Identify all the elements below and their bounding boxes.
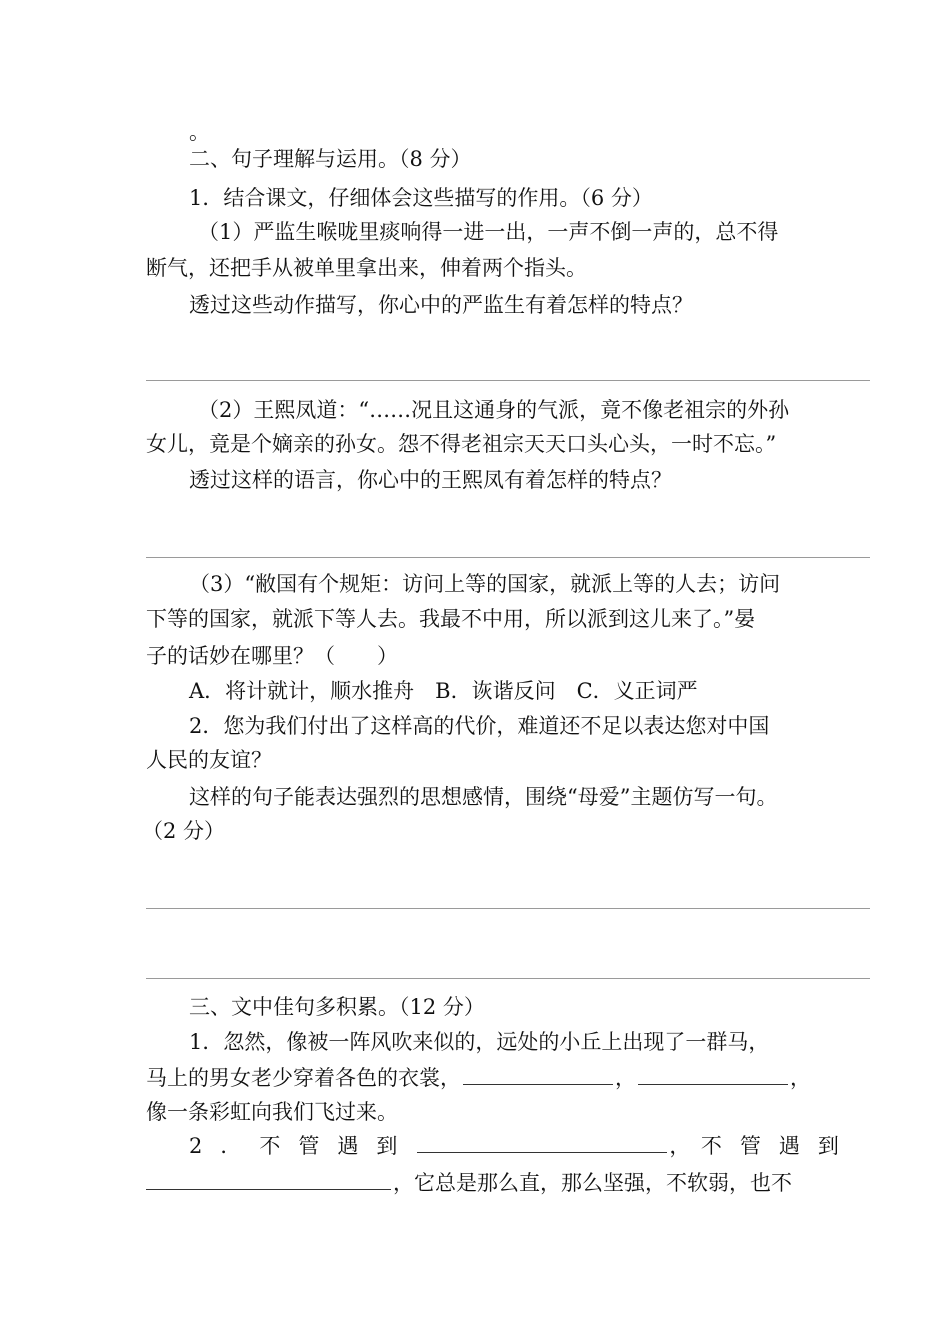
- question-1-title: 1．结合课文，仔细体会这些描写的作用。（6 分）: [189, 186, 653, 210]
- text-line: （1）严监生喉咙里痰响得一进一出，一声不倒一声的，总不得: [198, 220, 779, 244]
- text-segment: 2．不管遇到: [189, 1134, 416, 1158]
- text-segment: ，: [790, 1066, 811, 1090]
- fill-blank-line: [146, 1060, 810, 1096]
- text-line: 1．忽然，像被一阵风吹来似的，远处的小丘上出现了一群马，: [189, 1030, 770, 1054]
- text-segment: ，: [615, 1066, 636, 1090]
- text-line: （3）“敝国有个规矩：访问上等的国家，就派上等的人去；访问: [189, 572, 781, 596]
- text-segment: ，它总是那么直，那么坚强，不软弱，也不: [393, 1171, 792, 1195]
- text-line: 人民的友谊？: [146, 748, 272, 772]
- answer-line[interactable]: [146, 908, 870, 909]
- text-segment: 不管遇到: [700, 1134, 857, 1158]
- text-segment: 马上的男女老少穿着各色的衣裳，: [146, 1066, 461, 1090]
- text-line: 断气，还把手从被单里拿出来，伸着两个指头。: [146, 256, 587, 280]
- blank-field[interactable]: [146, 1167, 391, 1190]
- prompt-line: 透过这样的语言，你心中的王熙凤有着怎样的特点？: [189, 468, 672, 492]
- blank-field[interactable]: [638, 1062, 788, 1085]
- score-line: （2 分）: [142, 819, 226, 843]
- options-line: A．将计就计，顺水推舟 B．诙谐反问 C．义正词严: [189, 679, 698, 703]
- text-segment: ，: [669, 1134, 691, 1158]
- blank-field[interactable]: [417, 1130, 667, 1153]
- text-line: 下等的国家，就派下等人去。我最不中用，所以派到这儿来了。”晏: [146, 607, 756, 631]
- question-2-title: 2．您为我们付出了这样高的代价，难道还不足以表达您对中国: [189, 714, 770, 738]
- prompt-line: 透过这些动作描写，你心中的严监生有着怎样的特点？: [189, 293, 693, 317]
- answer-line[interactable]: [146, 978, 870, 979]
- text-line: 女儿，竟是个嫡亲的孙女。怨不得老祖宗天天口头心头，一时不忘。”: [146, 432, 777, 456]
- section-heading-2: 二、句子理解与运用。（8 分）: [189, 147, 472, 171]
- section-heading-3: 三、文中佳句多积累。（12 分）: [189, 995, 485, 1019]
- fill-blank-line: [189, 1128, 857, 1164]
- text-line: 像一条彩虹向我们飞过来。: [146, 1100, 398, 1124]
- answer-line[interactable]: [146, 557, 870, 558]
- answer-line[interactable]: [146, 380, 870, 381]
- prompt-line: 这样的句子能表达强烈的思想感情，围绕“母爱”主题仿写一句。: [189, 785, 778, 809]
- text-line: （2）王熙凤道：“……况且这通身的气派，竟不像老祖宗的外孙: [198, 398, 790, 422]
- text-line: 。: [189, 120, 210, 144]
- question-line: 子的话妙在哪里？（ ）: [146, 644, 398, 668]
- blank-field[interactable]: [463, 1062, 613, 1085]
- fill-blank-line: [146, 1165, 810, 1201]
